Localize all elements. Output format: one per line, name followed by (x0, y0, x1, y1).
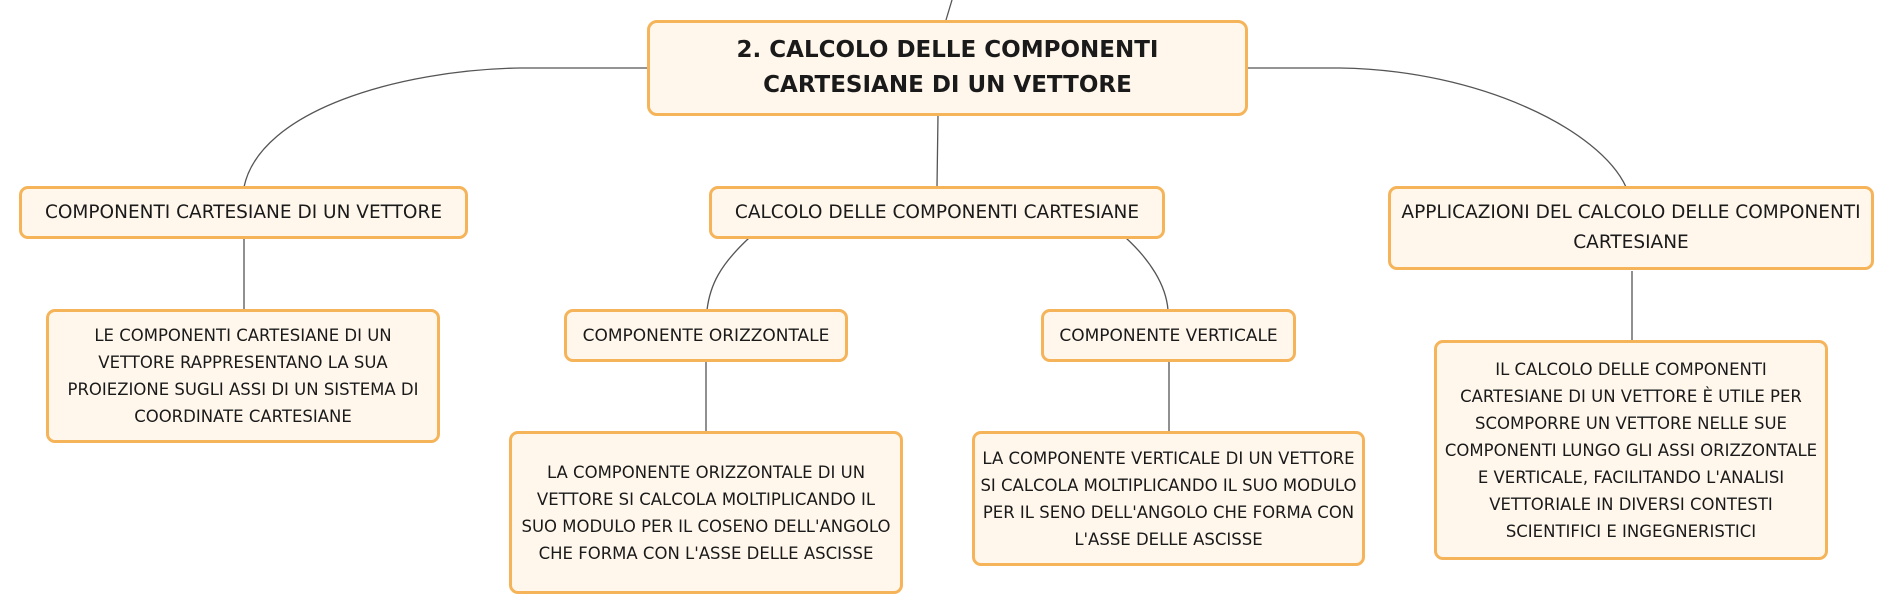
detail-text-vertical: LA COMPONENTE VERTICALE DI UN VETTORE SI CALCOLA MOLTIPLICANDO IL SUO MODULO PER IL SENO DELL'ANGOLO CHE FORMA CON L'ASSE DELLE ASCISSE (980, 448, 1357, 549)
connector-root-to-applications (1248, 68, 1626, 187)
root-node-label: 2. CALCOLO DELLE COMPONENTI CARTESIANE DI UN VETTORE (736, 37, 1159, 98)
detail-text-definition: LE COMPONENTI CARTESIANE DI UN VETTORE RAPPRESENTANO LA SUA PROIEZIONE SUGLI ASSI DI UN SISTEMA DI COORDINATE CARTESIANE (67, 326, 419, 426)
detail-node-definition[interactable] (46, 309, 440, 443)
detail-node-horizontal[interactable] (509, 431, 903, 594)
root-node[interactable] (647, 20, 1248, 116)
detail-text-horizontal: LA COMPONENTE ORIZZONTALE DI UN VETTORE SI CALCOLA MOLTIPLICANDO IL SUO MODULO PER IL COSENO DELL'ANGOLO CHE FORMA CON L'ASSE DELLE ASCISSE (521, 462, 891, 563)
subbranch-label-vertical: COMPONENTE VERTICALE (1059, 325, 1278, 346)
connector-root-to-definition (244, 68, 647, 187)
branch-node-applications[interactable] (1388, 186, 1874, 270)
detail-node-vertical[interactable] (972, 431, 1365, 566)
branch-node-definition[interactable] (19, 186, 468, 239)
connector-calculation-to-vertical (1126, 238, 1168, 310)
connector-calculation-to-horizontal (707, 238, 749, 310)
branch-label-applications: APPLICAZIONI DEL CALCOLO DELLE COMPONENTI CARTESIANE (1401, 202, 1861, 253)
subbranch-label-horizontal: COMPONENTE ORIZZONTALE (582, 325, 830, 346)
subbranch-node-vertical[interactable] (1041, 309, 1296, 362)
branch-node-calculation[interactable] (709, 186, 1165, 239)
connector-root-to-calculation (937, 115, 938, 187)
branch-label-calculation: CALCOLO DELLE COMPONENTI CARTESIANE (734, 201, 1140, 223)
detail-node-applications[interactable] (1434, 340, 1828, 560)
detail-text-applications: IL CALCOLO DELLE COMPONENTI CARTESIANE DI UN VETTORE È UTILE PER SCOMPORRE UN VETTORE NELLE SUE COMPONENTI LUNGO GLI ASSI ORIZZONTALE E VERTICALE, FACILITANDO L'ANALISI VETTORIALE IN DIVERSI CONTESTI SCIENTIFICI E INGEGNERISTICI (1444, 359, 1818, 541)
branch-label-definition: COMPONENTI CARTESIANE DI UN VETTORE (44, 201, 443, 223)
connector-parent-to-root (946, 0, 952, 20)
subbranch-node-horizontal[interactable] (564, 309, 848, 362)
